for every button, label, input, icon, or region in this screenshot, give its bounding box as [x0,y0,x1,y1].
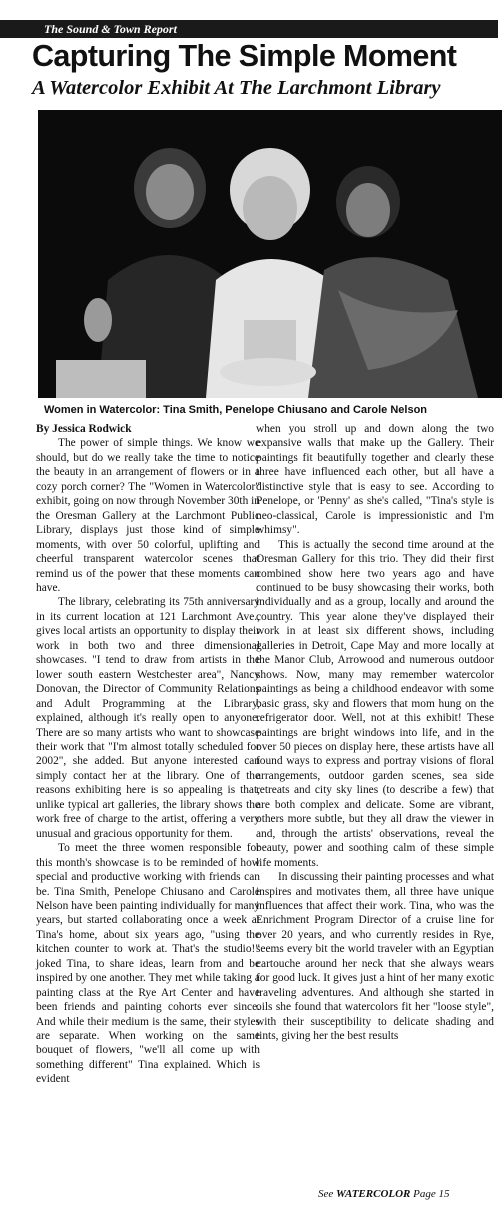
photo-three-women [38,110,502,398]
paragraph: The power of simple things. We know we should, but do we really take the time to notice the beauty in an arrangement of flowers or in a cozy porch corner? The "Women in Watercolor" exhibit, going on now through November 30th in the Oresman Gallery at the Larchmont Public Library, displays just those kind of simple moments, with over 50 colorful, uplifting and cheerful transparent watercolor scenes that remind us of the power that these moments can have. [36,437,260,594]
headline: Capturing The Simple Moment [32,39,457,73]
byline: By Jessica Rodwick [36,423,132,435]
photo-caption: Women in Watercolor: Tina Smith, Penelope Chiusano and Carole Nelson [44,404,428,416]
section-header: The Sound & Town Report [0,20,498,38]
paragraph: To meet the three women responsible for this month's showcase is to be reminded of how special and productive working with friends can be. Tina Smith, Penelope Chiusano and Carole Nelson have been painting individually for many years, but started collaborating once a week at Tina's home, about six years ago, "using the kitchen counter to work at. That's the studio!" joked Tina, to share ideas, learn from and be inspired by one another. They met while taking a painting class at the Rye Art Center and have been friends and painting cohorts ever since. And while their medium is the same, their styles are separate. When working on the same bouquet of flowers, "we'll all come up with something different" Tina explained. Which is evident [36,842,260,1086]
jump-target: WATERCOLOR [336,1188,411,1200]
paragraph: This is actually the second time around at the Oresman Gallery for this trio. They did their first combined show here two years ago and have continued to be busy showcasing their works, both individually and as a group, locally and around the country. This year alone they've displayed their work in at least six different shows, including galleries in Detroit, Cape May and more locally at the Manor Club, Arrowood and numerous outdoor shows. Now, many may remember watercolor paintings as being a childhood endeavor with some basic grass, sky and flowers that mom hung on the refrigerator door. Well, not at this exhibit! These paintings are bright windows into life, and in the over 50 pieces on display here, these artists have all found ways to express and portray visions of floral arrangements, outdoor garden scenes, sea side retreats and city sky lines (to describe a few) that are both complex and delicate. Some are vibrant, others more subtle, but they all draw the viewer in and, through the artists' observations, reveal the beauty, power and soothing calm of these simple life moments. [256,538,494,869]
paragraph: In discussing their painting processes and what inspires and motivates them, all three have unique influences that affect their work. Tina, who was the Enrichment Program Director of a cruise line for over 20 years, and who currently resides in Rye, seems every bit the world traveler with an Egyptian cartouche around her neck that she always wears for good luck. It gives just a hint of her many exotic traveling adventures. And although she started in oils she found that watercolors fit her "loose style", with their susceptibility to delicate shading and tints, giving her the best results [256,871,494,1043]
article-column-right [256,422,494,1043]
paragraph: when you stroll up and down along the two expansive walls that make up the Gallery. Their paintings fit beautifully together and clearly these three have influenced each other, but all have a distinctive style that is easy to see. According to Penelope, or 'Penny' as she's called, "Tina's style is neo-classical, Carole is impressionistic and I'm whimsy". [256,423,494,537]
jump-see: See [318,1188,334,1200]
jump-page: Page 15 [413,1188,450,1200]
article-photo [38,110,502,398]
subheadline: A Watercolor Exhibit At The Larchmont Library [32,77,441,99]
article-column-left [36,422,260,1087]
paragraph: The library, celebrating its 75th anniversary in its current location at 121 Larchmont Ave., gives local artists an opportunity to display their work in both two and three dimensional showcases. "I tend to draw from artists in the lower south eastern Westchester area", Nancy Donovan, the Director of Community Relations and Adult Programming at the Library, explained, although it's really open to anyone. There are so many artists who want to showcase their work that "I'm almost totally scheduled for 2002", she added. But anyone interested can simply contact her at the library. One of the reasons exhibiting here is so appealing is that, unlike typical art galleries, the library shows the work free of charge to the artist, offering a very unusual and gracious opportunity for them. [36,596,260,840]
continued-on-jump-line [318,1188,498,1200]
